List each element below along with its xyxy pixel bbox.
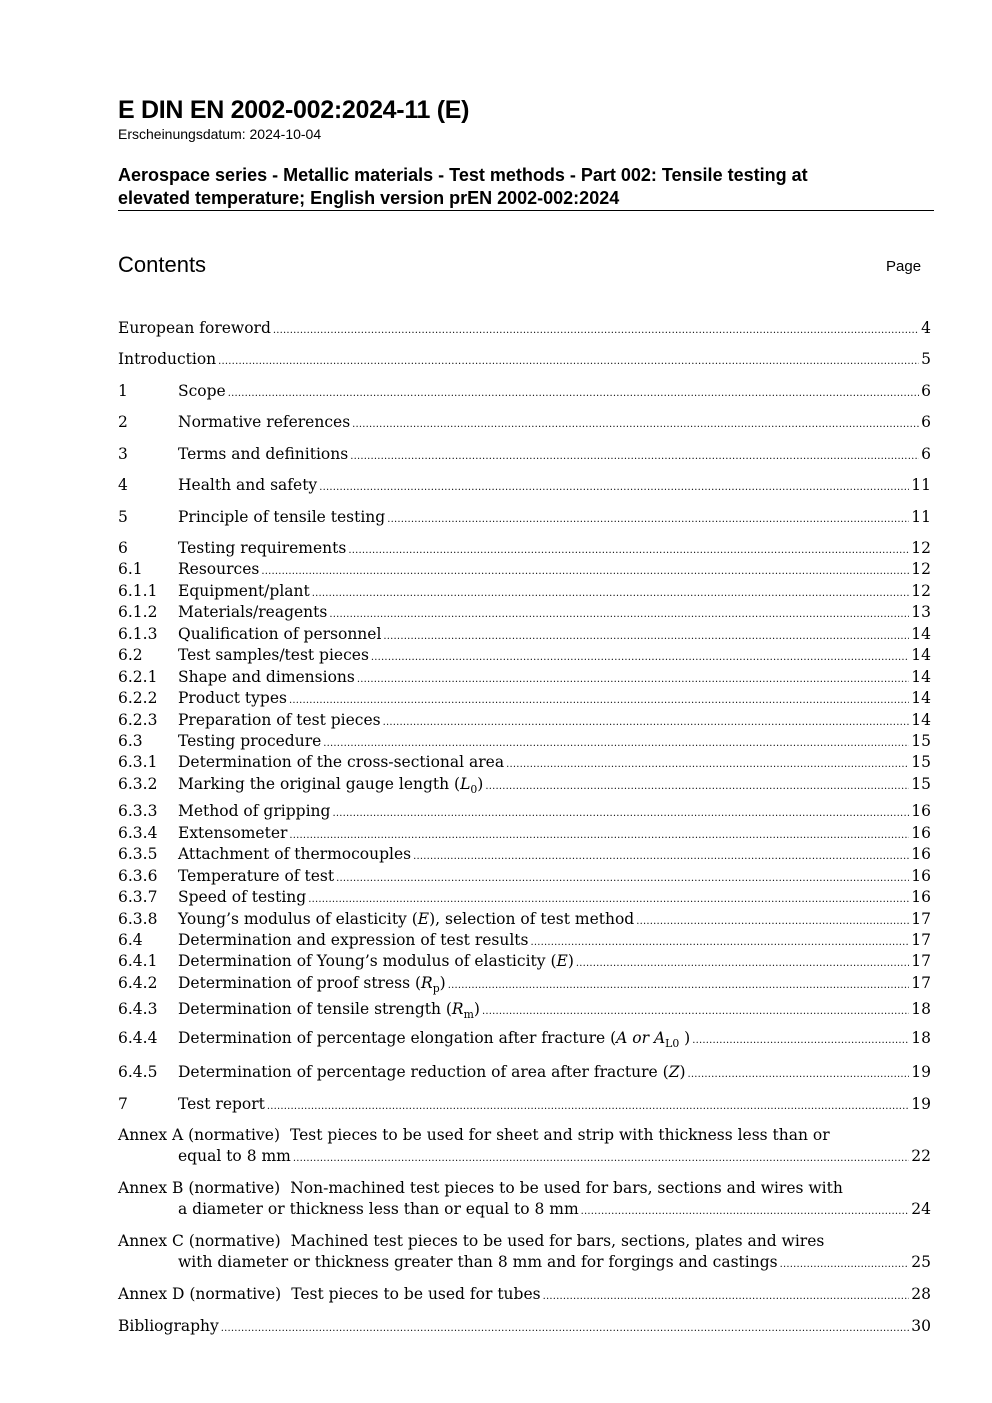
- toc-entry[interactable]: [118, 581, 931, 601]
- toc-entry[interactable]: [118, 973, 931, 993]
- toc-entry-title-suffix: ): [679, 1063, 686, 1081]
- toc-entry[interactable]: [118, 801, 931, 821]
- toc-entry-title: [178, 444, 348, 464]
- toc-entry-title-suffix: ): [567, 952, 574, 970]
- dot-leader: [387, 510, 909, 530]
- toc-entry-title-text: Determination of tensile strength (: [178, 1000, 452, 1018]
- toc-entry-title: [178, 624, 381, 644]
- toc-entry-page: 25: [911, 1253, 931, 1271]
- toc-entry-title: [178, 602, 327, 622]
- annex-label: Annex D (normative): [118, 1285, 282, 1303]
- toc-entry-title: [178, 823, 287, 843]
- toc-entry-page: 16: [911, 824, 931, 842]
- toc-entry-number: 6.2.1: [118, 668, 158, 686]
- toc-entry-title-text: Extensometer: [178, 824, 288, 842]
- toc-entry-page: 22: [911, 1147, 931, 1165]
- toc-entry[interactable]: [118, 507, 931, 527]
- toc-entry-title-text: Shape and dimensions: [178, 668, 355, 686]
- toc-entry[interactable]: [118, 318, 931, 338]
- dot-leader: [576, 954, 909, 974]
- toc-entry[interactable]: [118, 951, 931, 971]
- toc-entry-title-text: Terms and definitions: [178, 445, 349, 463]
- toc-annex-entry[interactable]: [118, 1284, 931, 1307]
- dot-leader: [293, 1148, 909, 1169]
- math-subscript: 0: [470, 783, 478, 796]
- document-title-line-1: Aerospace series - Metallic materials - Test methods - Part 002: Tensile testing at: [118, 165, 808, 185]
- toc-entry-title: [178, 1062, 686, 1082]
- toc-entry-title-text: Principle of tensile testing: [178, 508, 386, 526]
- toc-entry[interactable]: [118, 475, 931, 495]
- toc-annex-entry[interactable]: [118, 1125, 931, 1169]
- toc-entry-title: [178, 381, 226, 401]
- toc-entry-title-suffix: ): [477, 775, 484, 793]
- toc-entry-number: 6: [118, 539, 128, 557]
- toc-entry-page: 17: [911, 931, 931, 949]
- math-subscript: L0: [665, 1037, 680, 1050]
- toc-entry-title: [178, 999, 480, 1025]
- title-underline: [118, 210, 934, 211]
- annex-title-continued: a diameter or thickness less than or equal to 8 mm: [178, 1200, 579, 1218]
- toc-entry-title: [178, 710, 381, 730]
- annex-continuation-line: [178, 1146, 931, 1169]
- toc-entry-title: [178, 688, 287, 708]
- toc-entry-page: 16: [911, 867, 931, 885]
- toc-entry-title: [178, 866, 334, 886]
- annex-label: Annex A (normative): [118, 1126, 280, 1144]
- dot-leader: [319, 478, 909, 498]
- annex-label: Annex C (normative): [118, 1232, 281, 1250]
- toc-entry-title: [178, 667, 355, 687]
- toc-entry-page: 24: [911, 1200, 931, 1218]
- annex-first-line: [118, 1231, 931, 1252]
- dot-leader: [336, 869, 909, 889]
- dot-leader: [692, 1031, 909, 1051]
- toc-entry-page: 17: [911, 974, 931, 992]
- toc-entry[interactable]: [118, 538, 931, 558]
- toc-entry-title: [178, 507, 385, 527]
- toc-entry-title-suffix: or A: [627, 1029, 666, 1047]
- dot-leader: [448, 976, 910, 996]
- toc-entry-title-text: Introduction: [118, 350, 217, 368]
- toc-entry-title-text: Preparation of test pieces: [178, 711, 381, 729]
- toc-entry-number: 6.4: [118, 931, 143, 949]
- toc-entry-title-text: Testing procedure: [178, 732, 322, 750]
- dot-leader: [371, 648, 909, 668]
- dot-leader: [413, 847, 909, 867]
- toc-entry[interactable]: [118, 1028, 931, 1048]
- toc-entry-title: [178, 801, 330, 821]
- toc-entry-title: [178, 1094, 265, 1114]
- toc-entry-title-text: Qualification of personnel: [178, 625, 382, 643]
- toc-entry-title-suffix: ): [679, 1029, 691, 1047]
- dot-leader: [383, 713, 910, 733]
- toc-entry-page: 15: [911, 775, 931, 793]
- toc-entry[interactable]: [118, 774, 931, 794]
- toc-entry-number: 6.4.3: [118, 1000, 158, 1018]
- dot-leader: [357, 670, 909, 690]
- toc-entry[interactable]: [118, 559, 931, 579]
- toc-annex-entry[interactable]: [118, 1178, 931, 1222]
- toc-entry-number: 6.3.1: [118, 753, 158, 771]
- annex-continuation-line: [178, 1199, 931, 1222]
- toc-entry-page: 6: [921, 413, 931, 431]
- toc-entry-number: 6.3.6: [118, 867, 158, 885]
- math-symbol: E: [417, 910, 430, 928]
- contents-heading: Contents: [118, 252, 207, 277]
- annex-title-continued: with diameter or thickness greater than 8 mm and for forgings and castings: [178, 1253, 778, 1271]
- toc-entry-title-text: European foreword: [118, 319, 271, 337]
- toc-entry-number: 6.3.8: [118, 910, 158, 928]
- toc-entry-title: [178, 581, 310, 601]
- dot-leader: [273, 321, 919, 341]
- toc-entry-page: 13: [911, 603, 931, 621]
- toc-entry-page: 5: [921, 350, 931, 368]
- toc-entry-title-text: Determination and expression of test results: [178, 931, 529, 949]
- toc-entry-title-suffix: ): [439, 974, 446, 992]
- toc-entry-title-text: Attachment of thermocouples: [178, 845, 412, 863]
- dot-leader: [352, 415, 919, 435]
- toc-entry-number: 6.1.3: [118, 625, 158, 643]
- toc-entry-number: 6.2: [118, 646, 143, 664]
- toc-annex-entry[interactable]: [118, 1231, 931, 1275]
- toc-entry[interactable]: [118, 844, 931, 864]
- toc-entry[interactable]: [118, 381, 931, 401]
- toc-entry-page: 4: [921, 319, 931, 337]
- dot-leader: [688, 1065, 910, 1085]
- annex-label: Annex B (normative): [118, 1179, 281, 1197]
- dot-leader: [289, 826, 909, 846]
- toc-entry-page: 18: [911, 1000, 931, 1018]
- toc-entry[interactable]: [118, 999, 931, 1019]
- dot-leader: [308, 890, 909, 910]
- toc-entry-title-text: Determination of proof stress (: [178, 974, 422, 992]
- annex-title: Test pieces to be used for sheet and strip with thickness less than or: [290, 1126, 830, 1144]
- toc-entry-title: [178, 951, 574, 971]
- toc-entry[interactable]: [118, 752, 931, 772]
- dot-leader: [228, 384, 919, 404]
- math-symbol: L: [460, 775, 471, 793]
- toc-entry[interactable]: [118, 688, 931, 708]
- dot-leader: [261, 562, 909, 582]
- toc-entry-number: 6.3.5: [118, 845, 158, 863]
- toc-entry-page: 14: [911, 689, 931, 707]
- annex-title: Test pieces to be used for tubes: [291, 1285, 541, 1303]
- toc-entry-title-text: Determination of percentage elongation after fracture (: [178, 1029, 617, 1047]
- toc-entry-title-suffix: ): [473, 1000, 480, 1018]
- toc-entry-page: 6: [921, 445, 931, 463]
- dot-leader: [383, 627, 909, 647]
- toc-entry-number: 4: [118, 476, 128, 494]
- toc-entry[interactable]: [118, 1094, 931, 1114]
- page-column-label: Page: [886, 258, 922, 275]
- dot-leader: [506, 755, 909, 775]
- toc-entry-title-text: Equipment/plant: [178, 582, 310, 600]
- annex-first-line: [118, 1125, 931, 1146]
- toc-entry-number: 3: [118, 445, 128, 463]
- dot-leader: [482, 1002, 909, 1022]
- toc-entry-title-text: Normative references: [178, 413, 351, 431]
- toc-entry[interactable]: [118, 866, 931, 886]
- toc-entry-title: [178, 909, 634, 929]
- toc-entry-title: [118, 318, 271, 338]
- dot-leader: [350, 447, 919, 467]
- toc-entry-number: 6.3.2: [118, 775, 158, 793]
- annex-continuation-line: [178, 1252, 931, 1275]
- document-title-line-2: elevated temperature; English version prEN 2002-002:2024: [118, 188, 620, 208]
- annex-title: Machined test pieces to be used for bars, sections, plates and wires: [290, 1232, 825, 1250]
- toc-entry[interactable]: [118, 667, 931, 687]
- toc-entry-page: 17: [911, 910, 931, 928]
- toc-entry-title: [178, 844, 411, 864]
- toc-entry[interactable]: [118, 909, 931, 929]
- toc-entry-number: 6.3.7: [118, 888, 158, 906]
- toc-entry-title-text: Test report: [178, 1095, 265, 1113]
- toc-entry-title-text: Product types: [178, 689, 287, 707]
- toc-entry[interactable]: [118, 624, 931, 644]
- toc-entry-page: 16: [911, 888, 931, 906]
- toc-entry[interactable]: [118, 710, 931, 730]
- toc-entry-title-text: Determination of Young’s modulus of elasticity (: [178, 952, 557, 970]
- toc-entry-title: [178, 1028, 690, 1054]
- toc-entry-page: 12: [911, 539, 931, 557]
- toc-entry[interactable]: [118, 731, 931, 751]
- toc-entry-number: 1: [118, 382, 128, 400]
- toc-entry[interactable]: [118, 887, 931, 907]
- toc-entry[interactable]: [118, 602, 931, 622]
- toc-entry-title-text: Speed of testing: [178, 888, 307, 906]
- toc-entry-page: 12: [911, 560, 931, 578]
- toc-entry-page: 19: [911, 1095, 931, 1113]
- toc-entry-page: 15: [911, 732, 931, 750]
- toc-entry-number: 6.4.2: [118, 974, 158, 992]
- toc-entry-number: 2: [118, 413, 128, 431]
- toc-entry-title-text: Resources: [178, 560, 260, 578]
- annex-title: Non-machined test pieces to be used for bars, sections and wires with: [290, 1179, 843, 1197]
- document-id: E DIN EN 2002-002:2024-11 (E): [118, 96, 470, 124]
- toc-entry-title: [118, 349, 216, 369]
- toc-entry-number: 6.3: [118, 732, 143, 750]
- math-symbol: Z: [668, 1063, 680, 1081]
- annex-first-line: [118, 1284, 931, 1307]
- math-symbol: R: [421, 974, 433, 992]
- toc-entry-page: 19: [911, 1063, 931, 1081]
- toc-entry-title-text: Materials/reagents: [178, 603, 328, 621]
- toc-entry-page: 14: [911, 668, 931, 686]
- toc-entry-number: 7: [118, 1095, 128, 1113]
- dot-leader: [636, 912, 909, 932]
- toc-entry-title: [178, 412, 350, 432]
- math-subscript: m: [463, 1008, 474, 1021]
- toc-entry-number: 6.1: [118, 560, 143, 578]
- toc-entry-title: [178, 559, 259, 579]
- toc-entry-bibliography[interactable]: [118, 1316, 931, 1336]
- toc-entry-title-text: Testing requirements: [178, 539, 347, 557]
- toc-entry[interactable]: [118, 823, 931, 843]
- dot-leader: [332, 804, 909, 824]
- toc-entry-title-text: Method of gripping: [178, 802, 331, 820]
- toc-entry-number: 5: [118, 508, 128, 526]
- dot-leader: [221, 1319, 910, 1339]
- toc-entry-title: [178, 774, 483, 800]
- toc-entry-title-text: Young’s modulus of elasticity (: [178, 910, 418, 928]
- toc-entry-number: 6.3.3: [118, 802, 158, 820]
- dot-leader: [289, 691, 909, 711]
- toc-entry[interactable]: [118, 444, 931, 464]
- toc-entry-page: 16: [911, 845, 931, 863]
- toc-entry-number: 6.4.4: [118, 1029, 158, 1047]
- toc-entry-title-text: Scope: [178, 382, 226, 400]
- toc-entry-page: 28: [911, 1285, 931, 1303]
- toc-entry-page: 17: [911, 952, 931, 970]
- toc-entry-title: [178, 731, 321, 751]
- toc-entry-title: [178, 930, 528, 950]
- toc-entry-number: 6.1.1: [118, 582, 158, 600]
- dot-leader: [581, 1201, 910, 1222]
- toc-entry-page: 18: [911, 1029, 931, 1047]
- toc-entry-title: [178, 973, 446, 999]
- dot-leader: [323, 734, 909, 754]
- toc-entry-title-text: Determination of the cross-sectional area: [178, 753, 505, 771]
- dot-leader: [312, 584, 910, 604]
- math-subscript: p: [432, 982, 440, 995]
- math-symbol: A: [616, 1029, 628, 1047]
- toc-entry[interactable]: [118, 349, 931, 369]
- dot-leader: [485, 777, 909, 797]
- toc-entry-page: 30: [911, 1317, 931, 1335]
- toc-entry-page: 14: [911, 625, 931, 643]
- toc-entry-page: 14: [911, 711, 931, 729]
- toc-entry[interactable]: [118, 645, 931, 665]
- toc-entry-title-text: Health and safety: [178, 476, 318, 494]
- publication-date: Erscheinungsdatum: 2024-10-04: [118, 126, 322, 142]
- toc-entry-number: 6.1.2: [118, 603, 158, 621]
- dot-leader: [218, 352, 919, 372]
- toc-entry-title-suffix: ), selection of test method: [429, 910, 635, 928]
- annex-first-line: [118, 1178, 931, 1199]
- toc-entry-number: 6.4.5: [118, 1063, 158, 1081]
- toc-entry-title-text: Determination of percentage reduction of area after fracture (: [178, 1063, 669, 1081]
- toc-entry-number: 6.4.1: [118, 952, 158, 970]
- toc-entry-page: 15: [911, 753, 931, 771]
- dot-leader: [348, 541, 909, 561]
- toc-entry-title: [178, 752, 504, 772]
- toc-entry-page: 11: [911, 508, 931, 526]
- dot-leader: [530, 933, 909, 953]
- toc-entry[interactable]: [118, 1062, 931, 1082]
- dot-leader: [780, 1254, 910, 1275]
- toc-entry-page: 16: [911, 802, 931, 820]
- toc-entry-number: 6.2.3: [118, 711, 158, 729]
- toc-entry-page: 12: [911, 582, 931, 600]
- toc-entry-title-text: Test samples/test pieces: [178, 646, 369, 664]
- annex-title-continued: equal to 8 mm: [178, 1147, 291, 1165]
- dot-leader: [329, 605, 909, 625]
- toc-entry-number: 6.3.4: [118, 824, 158, 842]
- document-title: [118, 164, 934, 210]
- dot-leader: [267, 1097, 909, 1117]
- toc-entry-title: [178, 887, 306, 907]
- toc-entry-title: [178, 475, 317, 495]
- toc-entry-page: 6: [921, 382, 931, 400]
- toc-entry-page: 14: [911, 646, 931, 664]
- toc-entry[interactable]: [118, 412, 931, 432]
- toc-entry-title: Bibliography: [118, 1317, 219, 1335]
- dot-leader: [543, 1286, 910, 1307]
- toc-entry-page: 11: [911, 476, 931, 494]
- math-symbol: R: [451, 1000, 464, 1018]
- math-symbol: E: [556, 952, 568, 970]
- toc-entry-title-text: Temperature of test: [178, 867, 335, 885]
- toc-entry-title: [178, 538, 346, 558]
- toc-entry-title-text: Marking the original gauge length (: [178, 775, 461, 793]
- toc-entry[interactable]: [118, 930, 931, 950]
- toc-entry-number: 6.2.2: [118, 689, 158, 707]
- toc-entry-title: [178, 645, 369, 665]
